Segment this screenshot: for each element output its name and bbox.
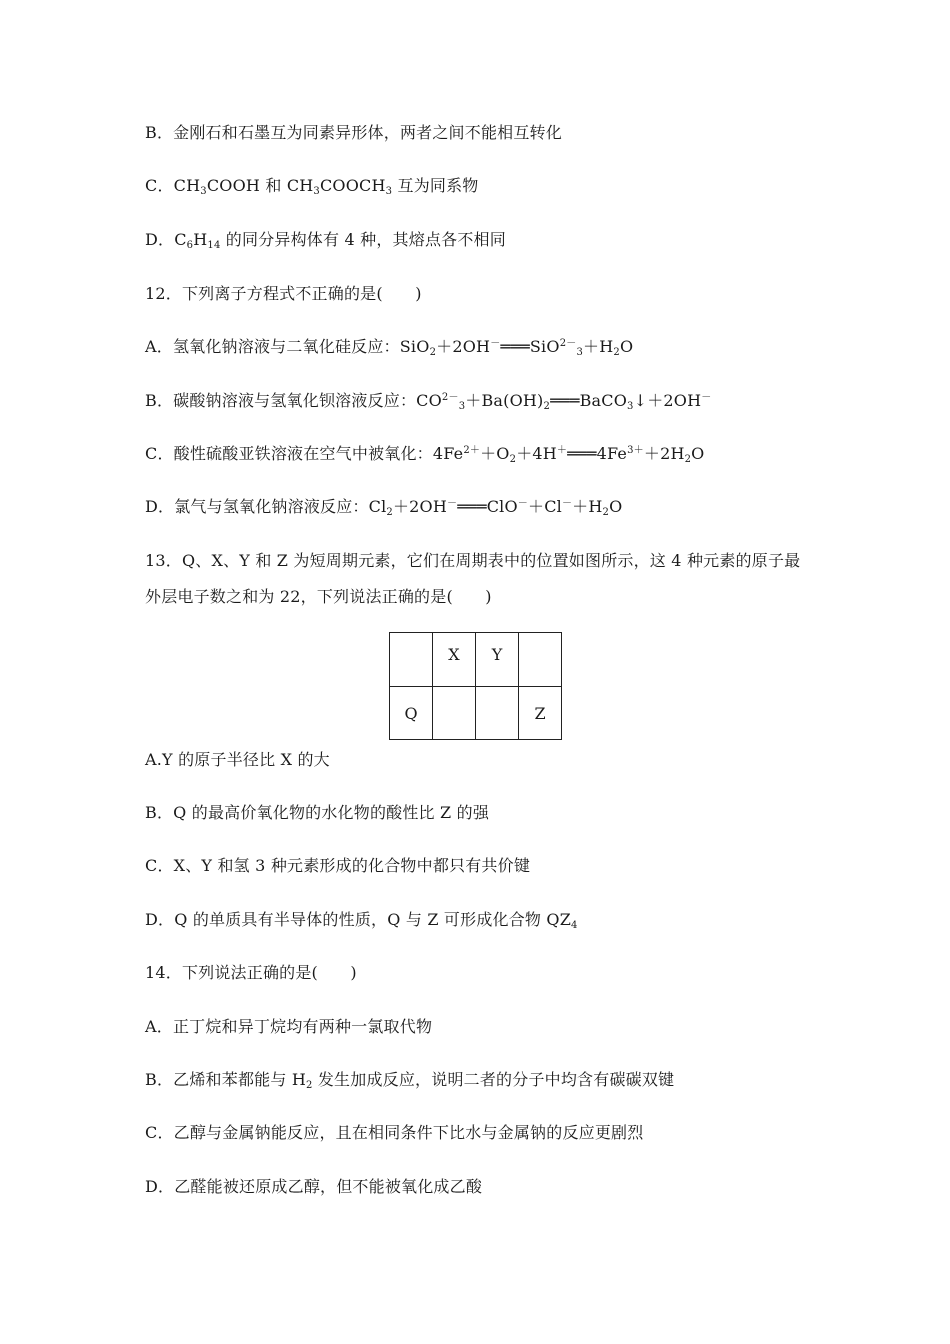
- q12-option-b: B．碳酸钠溶液与氢氧化钡溶液反应：$CO^{2-}_3+Ba(OH)_2═══BaCO_3↓+2OH^-$: [145, 391, 712, 412]
- periodic-table-fragment: [389, 632, 562, 740]
- q13-option-a: A.Y 的原子半径比 X 的大: [145, 750, 330, 769]
- q11-option-c: C．$CH_3COOH$ 和 $CH_3COOCH_3$ 互为同系物: [145, 176, 479, 197]
- table-cell: [476, 687, 519, 740]
- q13-stem-line1: 13．Q、X、Y 和 Z 为短周期元素，它们在周期表中的位置如图所示，这 4 种元素的原子最: [145, 551, 801, 570]
- table-cell: Z: [519, 687, 562, 740]
- q14-stem: 14．下列说法正确的是( ): [145, 963, 357, 982]
- q12-option-d: D．氯气与氢氧化钠溶液反应：$Cl_2+2OH^-═══ClO^-+Cl^-+H_2O$: [145, 497, 623, 518]
- table-cell: [390, 633, 433, 687]
- q13-option-c: C．X、Y 和氢 3 种元素形成的化合物中都只有共价键: [145, 856, 531, 875]
- table-cell: [433, 687, 476, 740]
- q13-option-d: D．Q 的单质具有半导体的性质，Q 与 Z 可形成化合物 $QZ_4$: [145, 910, 578, 931]
- q12-stem: 12．下列离子方程式不正确的是( ): [145, 284, 422, 303]
- q12-option-c: C．酸性硫酸亚铁溶液在空气中被氧化：$4Fe^{2+}+O_2+4H^+═══4Fe^{3+}+2H_2O$: [145, 444, 705, 465]
- q14-option-a: A．正丁烷和异丁烷均有两种一氯取代物: [145, 1017, 433, 1036]
- q14-option-d: D．乙醛能被还原成乙醇，但不能被氧化成乙酸: [145, 1177, 483, 1196]
- q13-stem-line2: 外层电子数之和为 22，下列说法正确的是( ): [145, 587, 492, 606]
- q13-option-b: B．Q 的最高价氧化物的水化物的酸性比 Z 的强: [145, 803, 490, 822]
- q12-option-a: A．氢氧化钠溶液与二氧化硅反应：$SiO_2+2OH^-═══SiO^{2-}_3+H_2O$: [145, 337, 634, 358]
- table-cell: Y: [476, 633, 519, 687]
- table-row: [390, 687, 562, 740]
- q14-option-b: B．乙烯和苯都能与 $H_2$ 发生加成反应，说明二者的分子中均含有碳碳双键: [145, 1070, 675, 1091]
- table-cell: X: [433, 633, 476, 687]
- table-row: [390, 633, 562, 687]
- table-cell: Q: [390, 687, 433, 740]
- table-cell: [519, 633, 562, 687]
- q11-option-b: B．金刚石和石墨互为同素异形体，两者之间不能相互转化: [145, 123, 562, 142]
- q11-option-d: D．$C_6H_{14}$ 的同分异构体有 4 种，其熔点各不相同: [145, 230, 506, 251]
- q14-option-c: C．乙醇与金属钠能反应，且在相同条件下比水与金属钠的反应更剧烈: [145, 1123, 644, 1142]
